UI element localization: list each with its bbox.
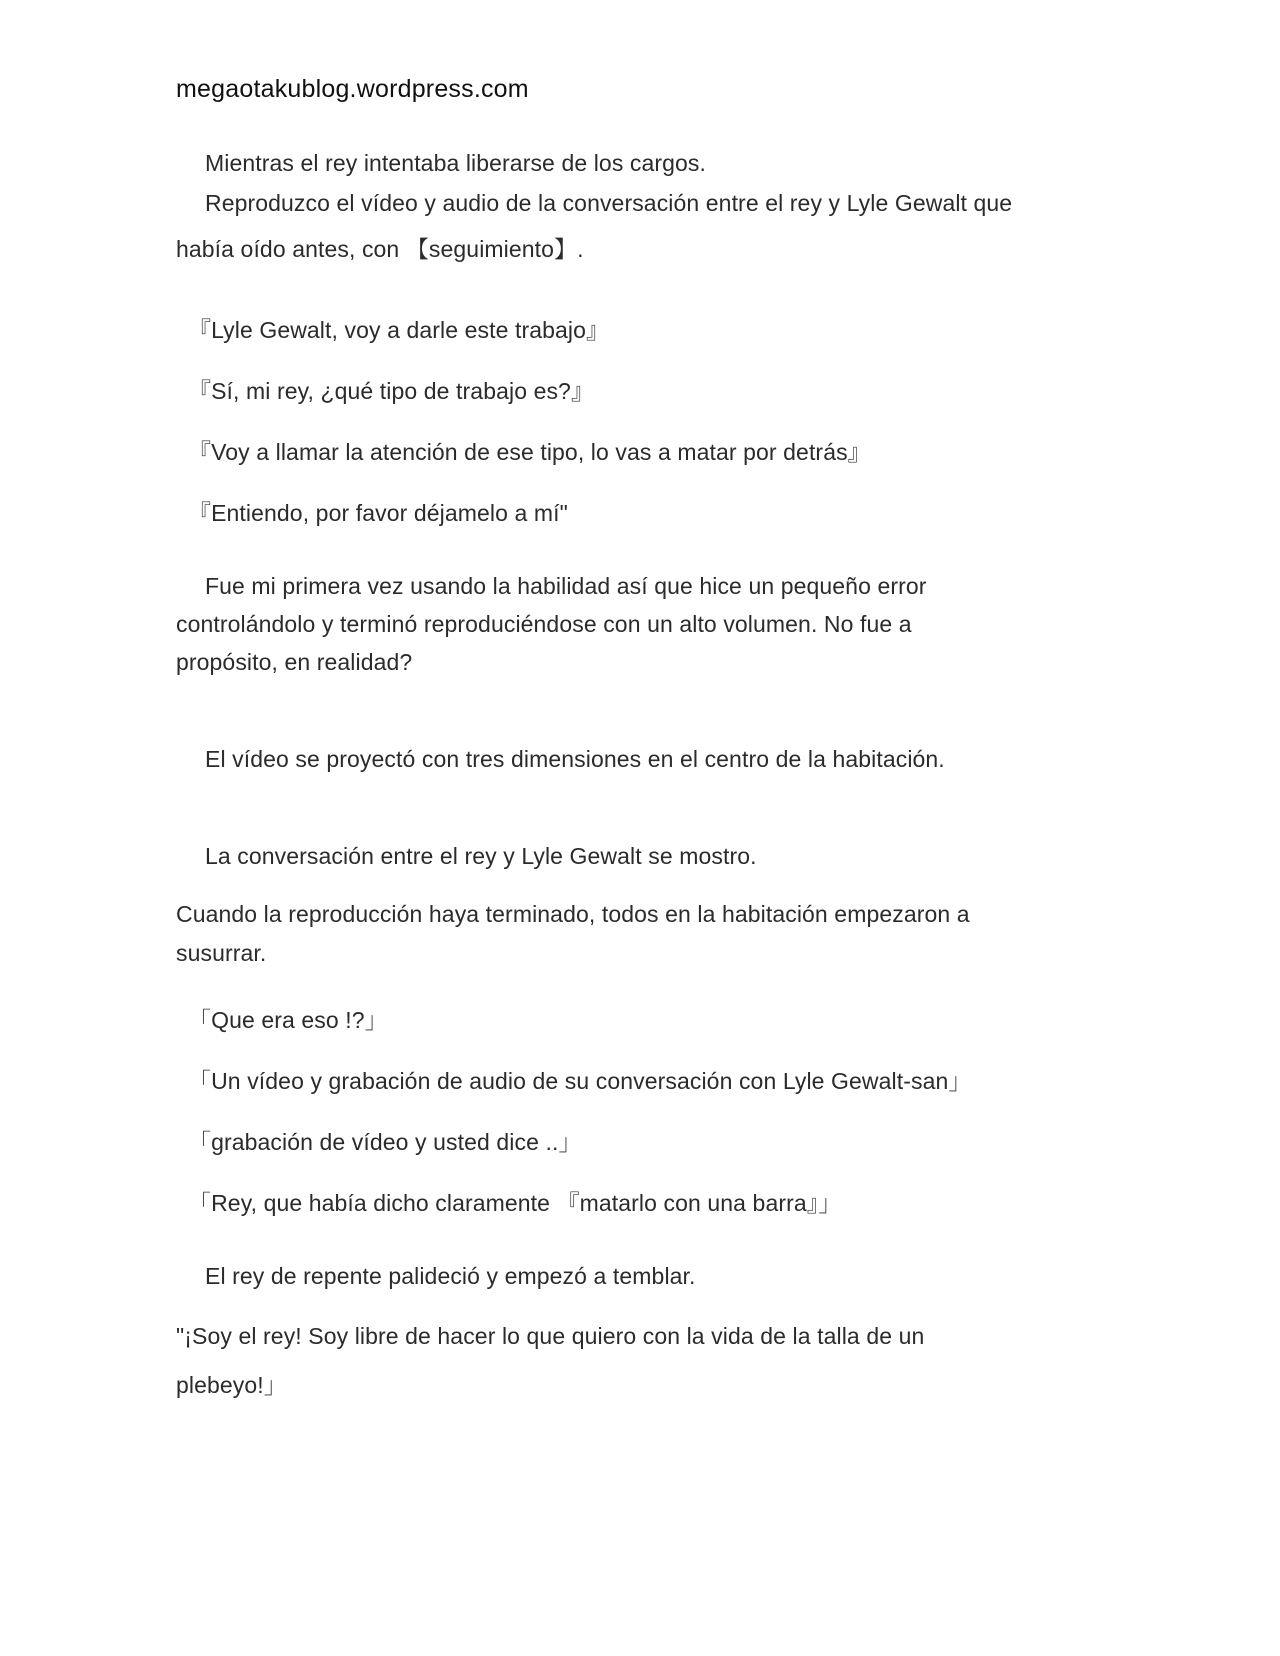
paragraph-line: propósito, en realidad? [176, 649, 413, 675]
dialogue-line: 『Entiendo, por favor déjamelo a mí" [188, 500, 568, 526]
dialogue-line: 『Sí, mi rey, ¿qué tipo de trabajo es?』 [188, 378, 595, 404]
paragraph-line: Reproduzco el vídeo y audio de la conversación entre el rey y Lyle Gewalt que [205, 190, 1013, 216]
dialogue-line: 『Lyle Gewalt, voy a darle este trabajo』 [188, 317, 610, 343]
paragraph-line: "¡Soy el rey! Soy libre de hacer lo que quiero con la vida de la talla de un [176, 1323, 925, 1349]
paragraph-line: había oído antes, con 【seguimiento】. [176, 236, 584, 262]
site-header: megaotakublog.wordpress.com [176, 75, 529, 103]
dialogue-line: 「Un vídeo y grabación de audio de su conversación con Lyle Gewalt-san」 [188, 1068, 972, 1094]
paragraph-line: Mientras el rey intentaba liberarse de los cargos. [205, 150, 707, 176]
dialogue-line: 「Rey, que había dicho claramente 『matarlo con una barra』」 [188, 1190, 842, 1216]
paragraph-line: La conversación entre el rey y Lyle Gewalt se mostro. [205, 843, 757, 869]
paragraph-line: controlándolo y terminó reproduciéndose con un alto volumen. No fue a [176, 611, 912, 637]
paragraph-line: plebeyo!」 [176, 1372, 287, 1398]
paragraph-line: Fue mi primera vez usando la habilidad así que hice un pequeño error [205, 573, 927, 599]
paragraph-line: El vídeo se proyectó con tres dimensiones en el centro de la habitación. [205, 746, 945, 772]
dialogue-line: 『Voy a llamar la atención de ese tipo, lo vas a matar por detrás』 [188, 439, 871, 465]
paragraph-line: Cuando la reproducción haya terminado, todos en la habitación empezaron a [176, 901, 970, 927]
dialogue-line: 「Que era eso !?」 [188, 1007, 388, 1033]
paragraph-line: susurrar. [176, 940, 267, 966]
dialogue-line: 「grabación de vídeo y usted dice ..」 [188, 1129, 582, 1155]
paragraph-line: El rey de repente palideció y empezó a temblar. [205, 1263, 696, 1289]
